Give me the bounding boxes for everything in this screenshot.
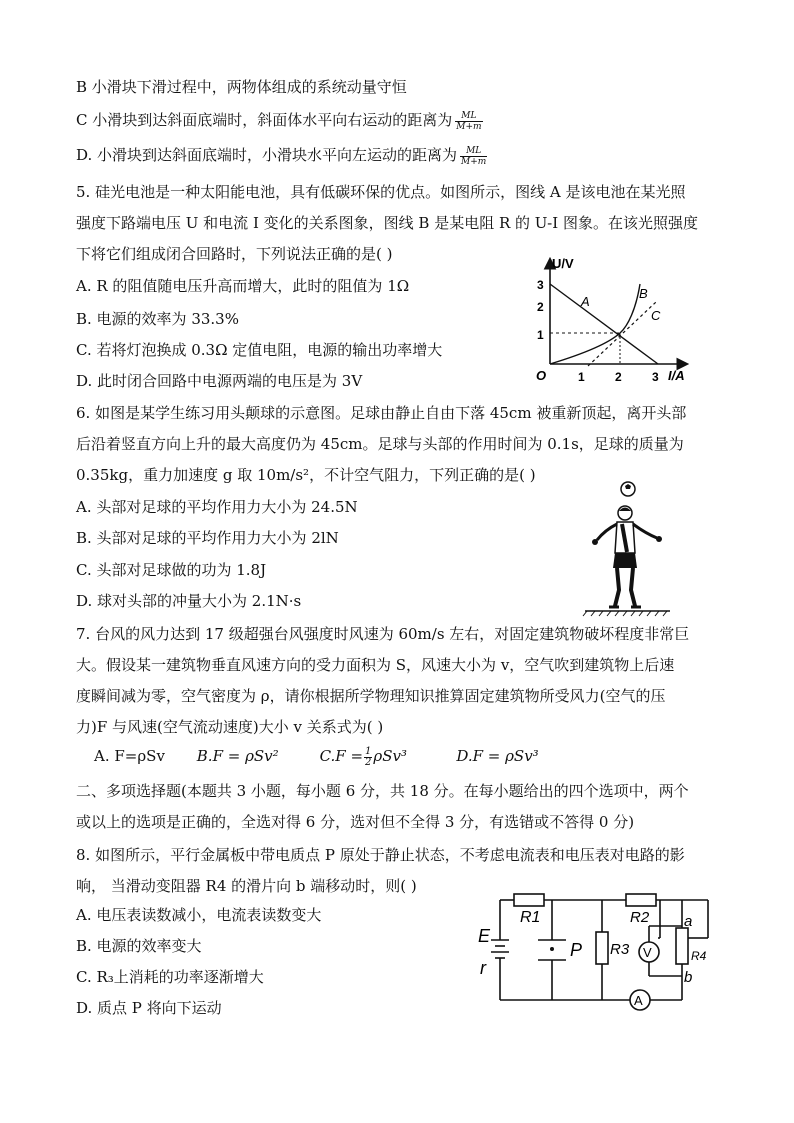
- label-b-end: b: [684, 969, 693, 986]
- resistor-r1: [514, 894, 544, 906]
- q7-stem-line-3: 度瞬间减为零，空气密度为 ρ，请你根据所学物理知识推算固定建筑物所受风力(空气的压: [76, 687, 666, 705]
- q7-option-b: B.F = ρSv²: [196, 747, 279, 765]
- curve-label-a: A: [581, 294, 590, 309]
- q8-option-a: A. 电压表读数减小，电流表读数变大: [76, 906, 322, 924]
- label-a-meter: A: [634, 993, 643, 1008]
- label-r4: R4: [691, 949, 707, 963]
- x-tick-2: 2: [615, 370, 622, 384]
- q7-options: [94, 746, 539, 768]
- y-tick-2: 2: [537, 300, 544, 314]
- q8-option-c: C. R₃上消耗的功率逐渐增大: [76, 968, 264, 986]
- label-v: V: [643, 945, 652, 960]
- q8-stem-line-1: 8. 如图所示，平行金属板中带电质点 P 原处于静止状态，不考虑电流表和电压表对电路的影: [76, 846, 685, 864]
- player-right-arm: [633, 524, 657, 538]
- label-e: E: [478, 926, 491, 946]
- q6-stem-line-1: 6. 如图是某学生练习用头颠球的示意图。足球由静止自由下落 45cm 被重新顶起，离开头部: [76, 404, 687, 422]
- section2-line-2: 或以上的选项是正确的，全选对得 6 分，选对但不全得 3 分，有选错或不答得 0 分): [76, 813, 635, 831]
- player-shorts: [613, 553, 637, 568]
- q4-option-c: [76, 110, 483, 132]
- q6-player-figure: [575, 478, 675, 618]
- q7-option-a: A. F=ρSv: [94, 747, 165, 765]
- q5-stem-line-3: 下将它们组成闭合回路时，下列说法正确的是( ): [76, 245, 393, 263]
- y-tick-1: 1: [537, 328, 544, 342]
- q4-option-d-text: D. 小滑块到达斜面底端时，小滑块水平向左运动的距离为: [76, 146, 458, 164]
- q7-stem-line-2: 大。假设某一建筑物垂直风速方向的受力面积为 S，风速大小为 v，空气吹到建筑物上后速: [76, 656, 675, 674]
- y-axis-label: U/V: [552, 256, 574, 271]
- label-r3: R3: [610, 941, 630, 958]
- q5-option-d: D. 此时闭合回路中电源两端的电压是为 3V: [76, 372, 363, 390]
- curve-b: [550, 284, 640, 364]
- label-r-internal: r: [480, 958, 486, 978]
- q7-stem-line-1: 7. 台风的风力达到 17 级超强台风强度时风速为 60m/s 左右，对固定建筑物破坏程度非常巨: [76, 625, 690, 643]
- q4-option-d-fraction: $\frac{ML}{M+m}$: [461, 145, 487, 167]
- q5-option-c: C. 若将灯泡换成 0.3Ω 定值电阻，电源的输出功率增大: [76, 341, 443, 359]
- x-tick-1: 1: [578, 370, 585, 384]
- q4-option-b: B 小滑块下滑过程中，两物体组成的系统动量守恒: [76, 78, 407, 96]
- q4-option-c-fraction: $\frac{ML}{M+m}$: [456, 110, 482, 132]
- q6-option-a: A. 头部对足球的平均作用力大小为 24.5N: [76, 498, 358, 516]
- resistor-r2: [626, 894, 656, 906]
- player-left-leg: [615, 568, 619, 606]
- resistor-r3: [596, 932, 608, 964]
- label-r2: R2: [630, 909, 650, 926]
- player-left-arm: [597, 524, 617, 540]
- q5-option-b: B. 电源的效率为 33.3%: [76, 310, 239, 328]
- q4-option-d: [76, 145, 487, 167]
- player-right-leg: [631, 568, 635, 606]
- rheostat-r4: [676, 928, 688, 964]
- section2-line-1: 二、多项选择题(本题共 3 小题，每小题 6 分，共 18 分。在每小题给出的四个选项中，两个: [76, 782, 689, 800]
- q8-circuit-diagram: [474, 882, 724, 1022]
- q5-stem-line-2: 强度下路端电压 U 和电流 I 变化的关系图象，图线 B 是某电阻 R 的 U-I 图象。在该光照强度: [76, 214, 698, 232]
- q5-stem-line-1: 5. 硅光电池是一种太阳能电池，具有低碳环保的优点。如图所示，图线 A 是该电池在某光照: [76, 183, 686, 201]
- curve-label-c: C: [651, 308, 661, 323]
- q8-option-d: D. 质点 P 将向下运动: [76, 999, 222, 1017]
- label-a-end: a: [684, 913, 693, 930]
- q6-option-d: D. 球对头部的冲量大小为 2.1N·s: [76, 592, 302, 610]
- q7-option-d: D.F = ρSv³: [456, 747, 539, 765]
- q5-option-a: A. R 的阻值随电压升高而增大，此时的阻值为 1Ω: [76, 277, 410, 295]
- q6-stem-line-3: 0.35kg，重力加速度 g 取 10m/s²，不计空气阻力，下列正确的是( ): [76, 466, 536, 484]
- x-tick-3: 3: [652, 370, 659, 384]
- q7-stem-line-4: 力)F 与风速(空气流动速度)大小 v 关系式为( ): [76, 718, 384, 736]
- q4-option-c-text: C 小滑块到达斜面底端时，斜面体水平向右运动的距离为: [76, 111, 453, 129]
- y-tick-3: 3: [537, 278, 544, 292]
- q8-stem-line-2: 响， 当滑动变阻器 R4 的滑片向 b 端移动时，则( ): [76, 877, 417, 895]
- q8-option-b: B. 电源的效率变大: [76, 937, 202, 955]
- origin-label: O: [536, 368, 547, 383]
- q6-option-c: C. 头部对足球做的功为 1.8J: [76, 561, 267, 579]
- x-axis-label: I/A: [668, 368, 685, 383]
- curve-label-b: B: [639, 286, 648, 301]
- q7-option-c: C.F = $\frac{1}{2}$ ρSv³: [319, 745, 407, 768]
- label-r1: R1: [520, 909, 541, 926]
- line-c: [588, 302, 656, 366]
- q5-ui-graph: [528, 254, 693, 388]
- q6-stem-line-2: 后沿着竖直方向上升的最大高度仍为 45cm。足球与头部的作用时间为 0.1s，足球的质量为: [76, 435, 684, 453]
- label-p: P: [570, 940, 583, 960]
- q6-option-b: B. 头部对足球的平均作用力大小为 2lN: [76, 529, 339, 547]
